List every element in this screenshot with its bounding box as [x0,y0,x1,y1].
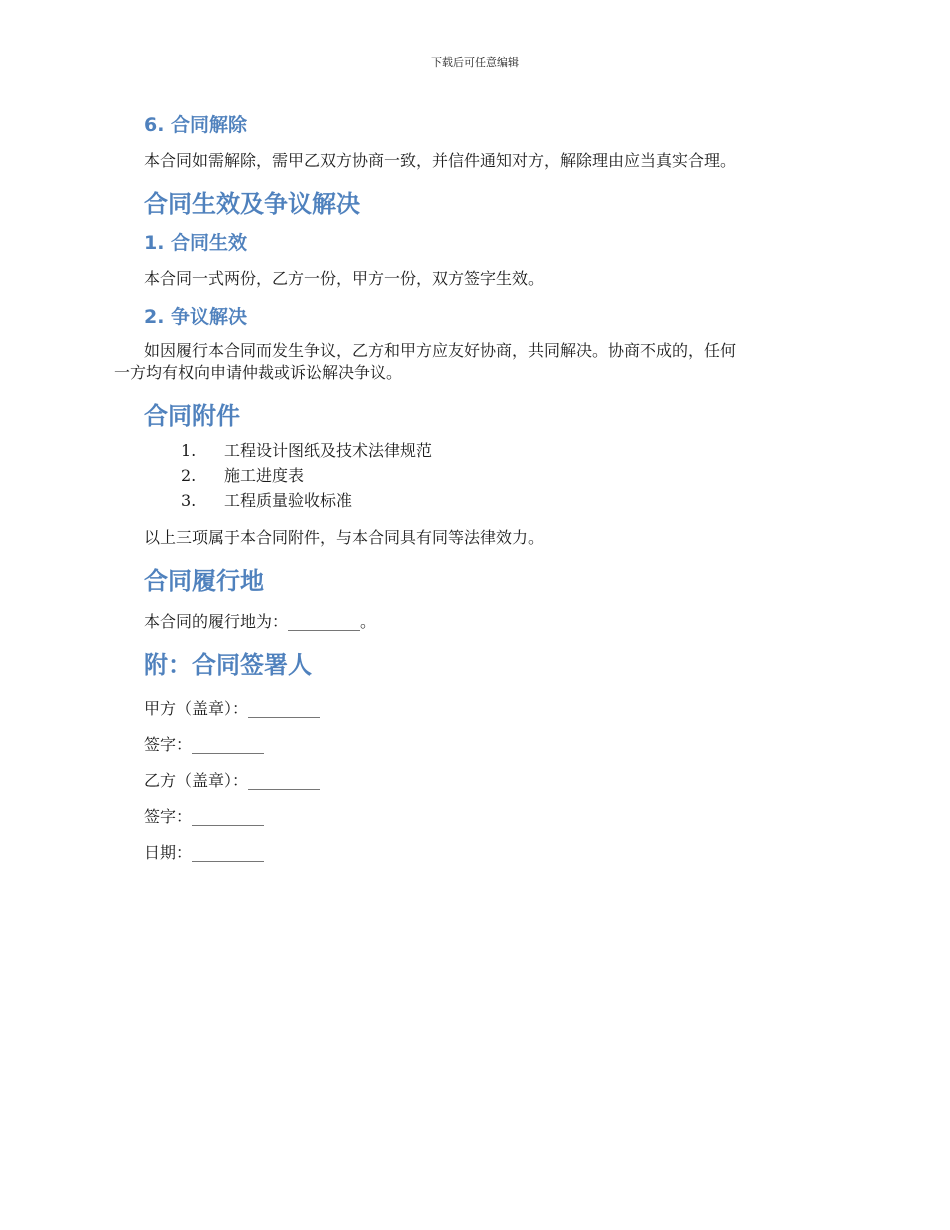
page-header-note: 下载后可任意编辑 [431,56,519,69]
list-item [144,463,834,488]
dispute-heading: 2. 争议解决 [144,306,248,328]
attachments-heading: 合同附件 [144,402,240,430]
list-item-text: 工程质量验收标准 [224,491,353,510]
list-item-number: 2. [181,466,197,485]
attachments-list [144,438,834,513]
signature-line-party-a-seal: 甲方（盖章）：_________ [144,699,321,718]
effect-text: 本合同一式两份，乙方一份，甲方一份，双方签字生效。 [144,269,545,288]
termination-heading: 6. 合同解除 [144,114,248,136]
signature-line-party-b-seal: 乙方（盖章）：_________ [144,771,321,790]
signature-line-party-b-sign: 签字：_________ [144,807,265,826]
place-text: 本合同的履行地为：_________。 [144,612,377,631]
list-item-text: 工程设计图纸及技术法律规范 [224,441,433,460]
document-body [114,108,834,871]
list-item [144,488,834,513]
effect-dispute-heading: 合同生效及争议解决 [144,190,360,218]
list-item [144,438,834,463]
signatories-heading: 附：合同签署人 [144,651,312,679]
list-item-text: 施工进度表 [224,466,305,485]
dispute-line-2: 一方均有权向申请仲裁或诉讼解决争议。 [114,363,403,382]
attachments-note: 以上三项属于本合同附件，与本合同具有同等法律效力。 [144,528,545,547]
signatories-block [144,687,834,871]
termination-text: 本合同如需解除，需甲乙双方协商一致，并信件通知对方，解除理由应当真实合理。 [144,151,737,170]
place-heading: 合同履行地 [144,567,264,595]
dispute-paragraph [114,334,834,394]
effect-heading: 1. 合同生效 [144,232,248,254]
signature-line-date: 日期：_________ [144,843,265,862]
dispute-line-1: 如因履行本合同而发生争议，乙方和甲方应友好协商，共同解决。协商不成的，任何 [144,341,737,360]
list-item-number: 3. [181,491,197,510]
signature-line-party-a-sign: 签字：_________ [144,735,265,754]
list-item-number: 1. [181,441,197,460]
